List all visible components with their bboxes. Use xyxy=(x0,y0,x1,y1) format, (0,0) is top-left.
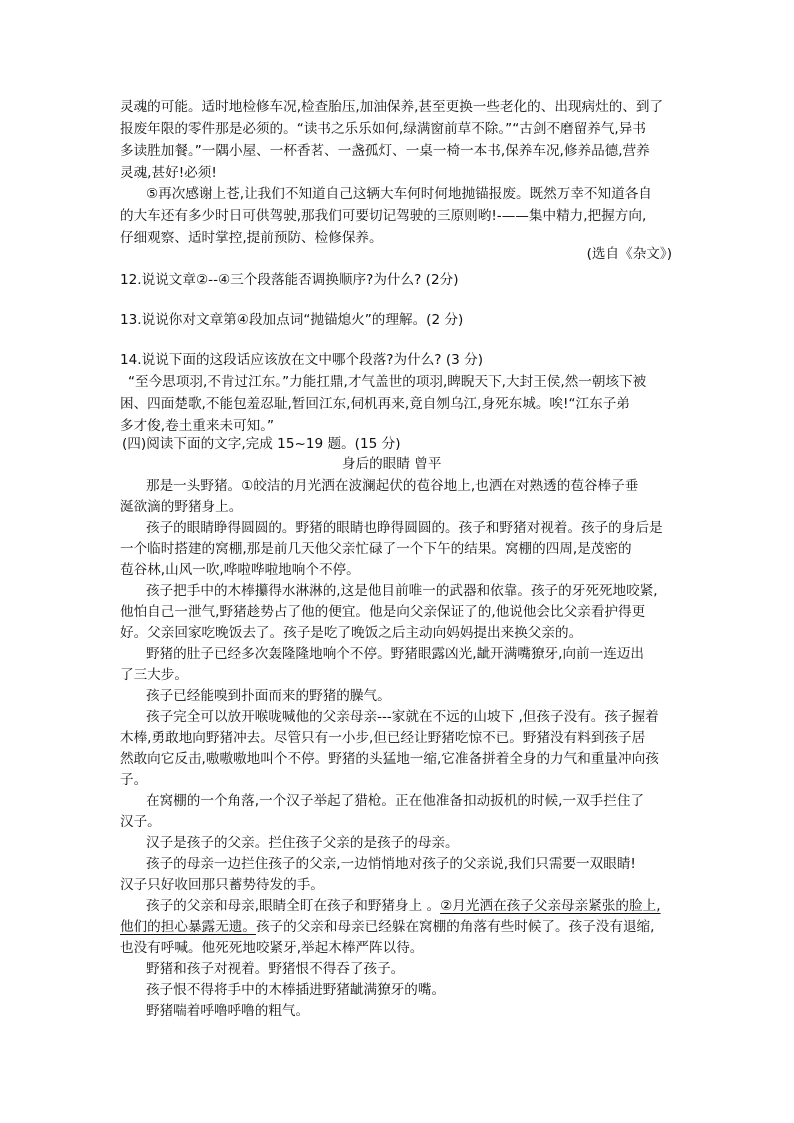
text-line: 孩子已经能嗅到扑面而来的野猪的臊气。 xyxy=(146,688,391,704)
text-line: 灵魂的可能。适时地检修车况,检查胎压,加油保养,甚至更换一些老化的、出现病灶的、到了 xyxy=(120,99,664,115)
text-line: 报废年限的零件那是必须的。“读书之乐乐如何,绿满窗前草不除。”“古剑不磨留养气,异书 xyxy=(120,121,646,137)
text-line: 仔细观察、适时掌控,提前预防、检修保养。 xyxy=(120,230,383,246)
text-line: 一个临时搭建的窝棚,那是前几天他父亲忙碌了一个下午的结果。窝棚的四周,是茂密的 xyxy=(120,541,632,557)
text-line: 野猪的肚子已经多次轰隆隆地响个不停。野猪眼露凶光,龇开满嘴獠牙,向前一连迈出 xyxy=(146,646,645,662)
text-line: 孩子的眼睛睁得圆圆的。野猪的眼睛也睁得圆圆的。孩子和野猪对视着。孩子的身后是 xyxy=(146,520,663,536)
text-line: 野猪和孩子对视着。野猪恨不得吞了孩子。 xyxy=(146,961,405,977)
source-note: (选自《杂文》) xyxy=(586,246,672,262)
quote-line: 多才俊,卷土重来未可知。” xyxy=(120,418,275,434)
text-span: 孩子的父亲和母亲已经躲在窝棚的角落有些时候了。孩子没有退缩, xyxy=(255,919,655,935)
section-4-heading: (四)阅读下面的文字,完成 15~19 题。(15 分) xyxy=(122,436,401,452)
text-line: 灵魂,甚好!必须! xyxy=(120,165,217,181)
text-line: 苞谷林,山风一吹,哗啦哗啦地响个不停。 xyxy=(120,562,360,578)
text-line: 野猪喘着呼噜呼噜的粗气。 xyxy=(146,1003,310,1019)
underlined-sentence-2: ②月光洒在孩子父亲母亲紧张的脸上, xyxy=(440,898,661,914)
question-13: 13.说说你对文章第④段加点词“抛锚熄火”的理解。(2 分) xyxy=(120,312,464,328)
question-12: 12.说说文章②--④三个段落能否调换顺序?为什么? (2分) xyxy=(120,272,459,288)
text-line: 孩子把手中的木棒攥得水淋淋的,这是他目前唯一的武器和依靠。孩子的牙死死地咬紧, xyxy=(146,583,658,599)
text-line: 的大车还有多少时日可供驾驶,那我们可要切记驾驶的三原则哟!-——集中精力,把握方向, xyxy=(120,208,647,224)
text-line: 好。父亲回家吃晚饭去了。孩子是吃了晚饭之后主动向妈妈提出来换父亲的。 xyxy=(120,625,583,641)
article-title: 身后的眼睛 曾平 xyxy=(342,456,442,472)
quote-line: 困、四面楚歌,不能包羞忍耻,暂回江东,伺机再来,竟自刎乌江,身死东城。唉!“江东子弟 xyxy=(120,396,630,412)
text-line: 汉子只好收回那只蓄势待发的手。 xyxy=(120,877,324,893)
text-line: 了三大步。 xyxy=(120,667,188,683)
text-line: 孩子恨不得将手中的木棒插进野猪龇满獠牙的嘴。 xyxy=(146,982,446,998)
text-line: 然敢向它反击,嗷嗷嗷地叫个不停。野猪的头猛地一缩,它准备拼着全身的力气和重量冲向孩 xyxy=(120,751,659,767)
question-14: 14.说说下面的这段话应该放在文中哪个段落?为什么? (3 分) xyxy=(120,352,484,368)
text-line: 他怕自己一泄气,野猪趁势占了他的便宜。他是向父亲保证了的,他说他会比父亲看护得更 xyxy=(120,604,646,620)
text-line: 汉子是孩子的父亲。拦住孩子父亲的是孩子的母亲。 xyxy=(146,835,459,851)
text-line: 也没有呼喊。他死死地咬紧牙,举起木棒严阵以待。 xyxy=(120,940,424,956)
text-line: 在窝棚的一个角落,一个汉子举起了猎枪。正在他准备扣动扳机的时候,一双手拦住了 xyxy=(146,793,645,809)
text-line: 那是一头野猪。①皎洁的月光洒在波澜起伏的苞谷地上,也洒在对熟透的苞谷棒子垂 xyxy=(146,478,639,494)
text-line: 多读胜加餐。”一隅小屋、一杯香茗、一盏孤灯、一桌一椅一本书,保养车况,修养品德,营养 xyxy=(120,143,650,159)
text-line: 子。 xyxy=(120,772,148,788)
text-line-with-underline xyxy=(120,917,654,937)
text-line: 涎欲滴的野猪身上。 xyxy=(120,499,243,515)
text-line: 孩子的母亲一边拦住孩子的父亲,一边悄悄地对孩子的父亲说,我们只需要一双眼睛! xyxy=(146,856,636,872)
text-line-with-underline xyxy=(146,896,661,916)
paragraph-5-start: ⑤再次感谢上苍,让我们不知道自己这辆大车何时何地抛锚报废。既然万幸不知道各自 xyxy=(146,186,652,202)
underlined-sentence-2-cont: 他们的担心暴露无遗。 xyxy=(120,919,256,935)
quote-line: “至今思项羽,不肯过江东。”力能扛鼎,才气盖世的项羽,睥睨天下,大封王侯,然一朝垓下被 xyxy=(128,374,647,390)
text-line: 孩子完全可以放开喉咙喊他的父亲母亲---家就在不远的山坡下 ,但孩子没有。孩子握着 xyxy=(146,709,659,725)
text-line: 汉子。 xyxy=(120,814,161,830)
text-span: 孩子的父亲和母亲,眼睛全盯在孩子和野猪身上 。 xyxy=(146,898,441,914)
text-line: 木棒,勇敢地向野猪冲去。尽管只有一小步,但已经让野猪吃惊不已。野猪没有料到孩子居 xyxy=(120,730,646,746)
